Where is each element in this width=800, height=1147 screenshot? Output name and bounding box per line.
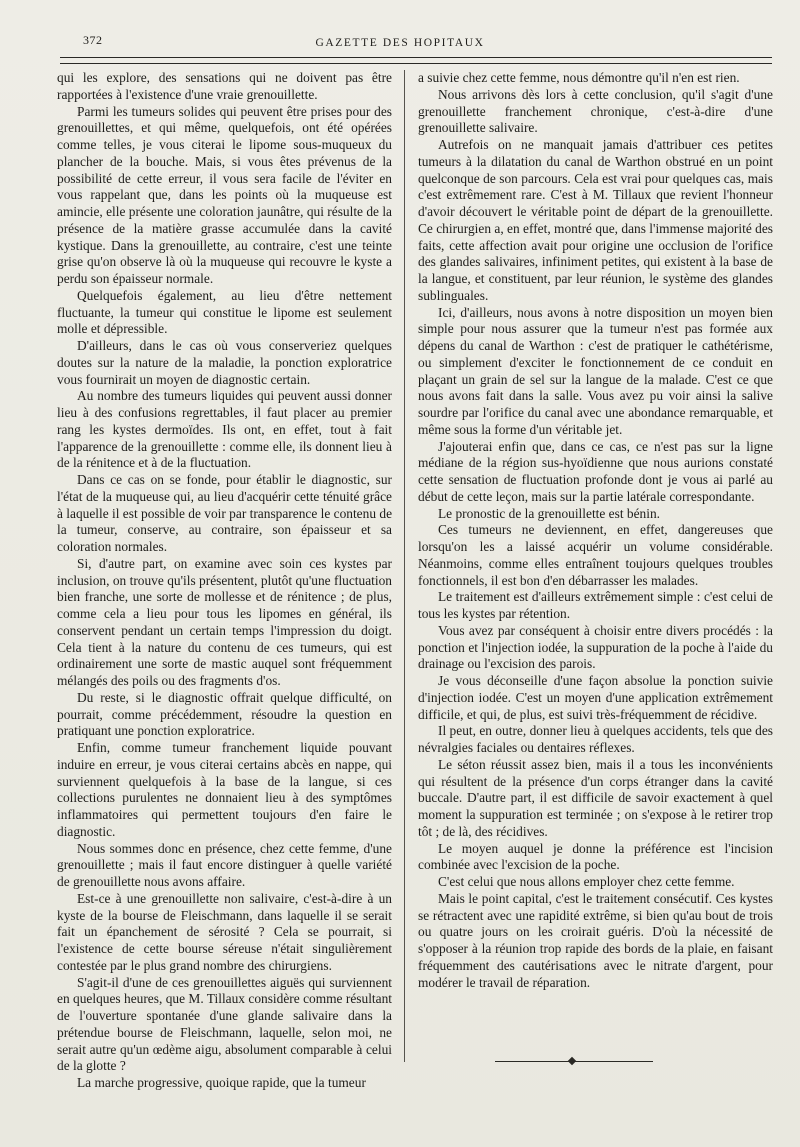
paragraph: J'ajouterai enfin que, dans ce cas, ce n'est pas sur la ligne médiane de la région sus-hyoïdienne que nous aurions constaté cette sensation de fluctuation profonde dont je vous ai parlé au début de cette leçon, mais sur la partie latérale correspondante. (418, 438, 773, 504)
paragraph: Le traitement est d'ailleurs extrêmement simple : c'est celui de tous les kystes par rétention. (418, 589, 773, 621)
column-divider (404, 70, 405, 1062)
right-column (418, 70, 773, 991)
paragraph: C'est celui que nous allons employer chez cette femme. (438, 874, 735, 889)
paragraph: Nous sommes donc en présence, chez cette femme, d'une grenouillette ; mais il faut encore distinguer à quelle variété de grenouillette nous avons affaire. (57, 840, 392, 889)
page-number: 372 (83, 33, 103, 47)
paragraph: Le séton réussit assez bien, mais il a tous les inconvénients qui résultent de la présence d'un corps étranger dans la cavité buccale. D'autre part, il est difficile de savoir exactement à quel moment la suppuration est terminée ; on s'expose à le retirer trop tôt ; de là, des récidives. (418, 756, 773, 839)
paragraph: Mais le point capital, c'est le traitement consécutif. Ces kystes se rétractent avec une rapidité extrême, si bien qu'au bout de trois ou quatre jours on les croirait guéris. D'où la nécessité de s'opposer à la réunion trop rapide des bords de la plaie, en faisant fréquemment des cautérisations avec le nitrate d'argent, pour modérer le travail de réparation. (418, 890, 773, 990)
paragraph: D'ailleurs, dans le cas où vous conserveriez quelques doutes sur la nature de la maladie, la ponction exploratrice vous fournirait un moyen de diagnostic certain. (57, 338, 392, 387)
paragraph: qui les explore, des sensations qui ne doivent pas être rapportées à l'existence d'une vraie grenouillette. (57, 70, 392, 102)
paragraph: Quelquefois également, au lieu d'être nettement fluctuante, la tumeur qui constitue le lipome est seulement molle et dépressible. (57, 287, 392, 337)
paragraph: Si, d'autre part, on examine avec soin ces kystes par inclusion, on trouve qu'ils présentent, plutôt qu'une fluctuation bien franche, une sorte de mollesse et de rénitence ; de plus, comme cela a lieu pour tous les lipomes en général, ils conservent pendant un certain temps l'impression du doigt. Cela tient à la nature du contenu de ces tumeurs, qui est ordinairement une sorte de mastic auquel sont fréquemment mélangés des poils ou des fragments d'os. (57, 555, 392, 688)
left-column (57, 70, 392, 1092)
paragraph: Vous avez par conséquent à choisir entre divers procédés : la ponction et l'injection iodée, la suppuration de la poche à l'aide du drainage ou l'excision des parois. (418, 622, 773, 672)
paragraph: Enfin, comme tumeur franchement liquide pouvant induire en erreur, je vous citerai certains abcès en nappe, qui surviennent quelquefois à la base de la langue, si ces collections purulentes ne donnaient lieu à des symptômes inflammatoires qui permettent toujours d'en faire le diagnostic. (57, 740, 392, 839)
paragraph: La marche progressive, quoique rapide, que la tumeur (77, 1075, 366, 1090)
paragraph: S'agit-il d'une de ces grenouillettes aiguës qui surviennent en quelques heures, que M. Tillaux considère comme résultant de l'ouverture spontanée d'une glande salivaire dans la prétendue bourse de Fleischmann, laquelle, selon moi, ne serait autre qu'un œdème aigu, absolument comparable à celui de la glotte ? (57, 974, 392, 1074)
section-end-ornament (495, 1057, 653, 1065)
paragraph: Autrefois on ne manquait jamais d'attribuer ces petites tumeurs à la dilatation du canal de Warthon obstrué en un point quelconque de son parcours. Cela est vrai pour quelques cas, mais c'est extrêmement rare. C'est à M. Tillaux que revient l'honneur d'avoir découvert le véritable point de départ de la grenouillette. Ce chirurgien a, en effet, montré que, dans l'immense majorité des faits, cette affection avait pour origine une occlusion de l'orifice des glandes salivaires, infiniment petites, qui existent à la base de la langue, et constituent, par leur réunion, le système des glandes sublinguales. (418, 137, 773, 303)
journal-title: GAZETTE DES HOPITAUX (315, 37, 485, 49)
paragraph: Le moyen auquel je donne la préférence est l'incision combinée avec l'excision de la poche. (418, 840, 773, 873)
paragraph: Ces tumeurs ne deviennent, en effet, dangereuses que lorsqu'on les a laissé acquérir un volume considérable. Néanmoins, comme elles entraînent toujours quelques troubles fonctionnels, il est bon d'en débarrasser les malades. (418, 522, 773, 588)
paragraph: Le pronostic de la grenouillette est bénin. (438, 505, 660, 521)
paragraph: a suivie chez cette femme, nous démontre qu'il n'en est rien. (418, 70, 740, 85)
paragraph: Il peut, en outre, donner lieu à quelques accidents, tels que des névralgies faciales ou dentaires réflexes. (418, 723, 773, 755)
paragraph: Je vous déconseille d'une façon absolue la ponction suivie d'injection iodée. C'est un moyen d'une application extrêmement difficile, et qui, de plus, est suivi très-fréquemment de récidive. (418, 673, 773, 722)
header-double-rule (60, 57, 772, 64)
paragraph: Du reste, si le diagnostic offrait quelque difficulté, on pourrait, comme précédemment, résoudre la question en pratiquant une ponction exploratrice. (57, 689, 392, 739)
paragraph: Au nombre des tumeurs liquides qui peuvent aussi donner lieu à des confusions regrettables, il faut placer au premier rang les kystes dermoïdes. Ils ont, en effet, tout à fait l'apparence de la grenouillette : comme elle, ils donnent lieu à de la rénitence et à de la fluctuation. (57, 388, 392, 471)
diamond-ornament-icon (568, 1057, 576, 1065)
paragraph: Parmi les tumeurs solides qui peuvent être prises pour des grenouillettes, et qui même, quelquefois, ont été opérées comme telles, je vous citerai le lipome sous-muqueux du plancher de la bouche. Mais, si vous êtes prévenus de la possibilité de cette erreur, il vous sera facile de l'éviter en vous rappelant que, dans les points où la muqueuse est amincie, elle présente une coloration jaunâtre, qui résulte de la présence de la matière grasse accumulée dans la cavité kystique. Dans la grenouillette, au contraire, c'est une teinte grise qu'on observe là où la muqueuse qui recouvre le kyste a perdu son épaisseur normale. (57, 103, 392, 286)
paragraph: Est-ce à une grenouillette non salivaire, c'est-à-dire à un kyste de la bourse de Fleischmann, dans laquelle il se serait fait un épanchement de sérosité ? Cela se pourrait, si l'existence de cette bourse séreuse n'était singulièrement contestée par le plus grand nombre des chirurgiens. (57, 890, 392, 973)
paragraph: Nous arrivons dès lors à cette conclusion, qu'il s'agit d'une grenouillette franchement chronique, c'est-à-dire d'une grenouillette salivaire. (418, 86, 773, 136)
paragraph: Dans ce cas on se fonde, pour établir le diagnostic, sur l'état de la muqueuse qui, au lieu d'acquérir cette ténuité grâce à laquelle il est possible de voir par transparence le contenu de la tumeur, conserve, au contraire, son épaisseur et sa coloration normales. (57, 472, 393, 554)
paragraph: Ici, d'ailleurs, nous avons à notre disposition un moyen bien simple pour nous assurer que la tumeur n'est pas formée aux dépens du canal de Warthon : c'est de pratiquer le cathétérisme, ou simplement d'exciter le fonctionnement de ce conduit en plaçant un grain de sel sur la langue de la malade. C'est ce que nous avons fait dans la salle. Vous avez pu voir ainsi la salive sourdre par l'orifice du canal avec une abondance remarquable, et même sous la forme d'un véritable jet. (418, 304, 773, 437)
